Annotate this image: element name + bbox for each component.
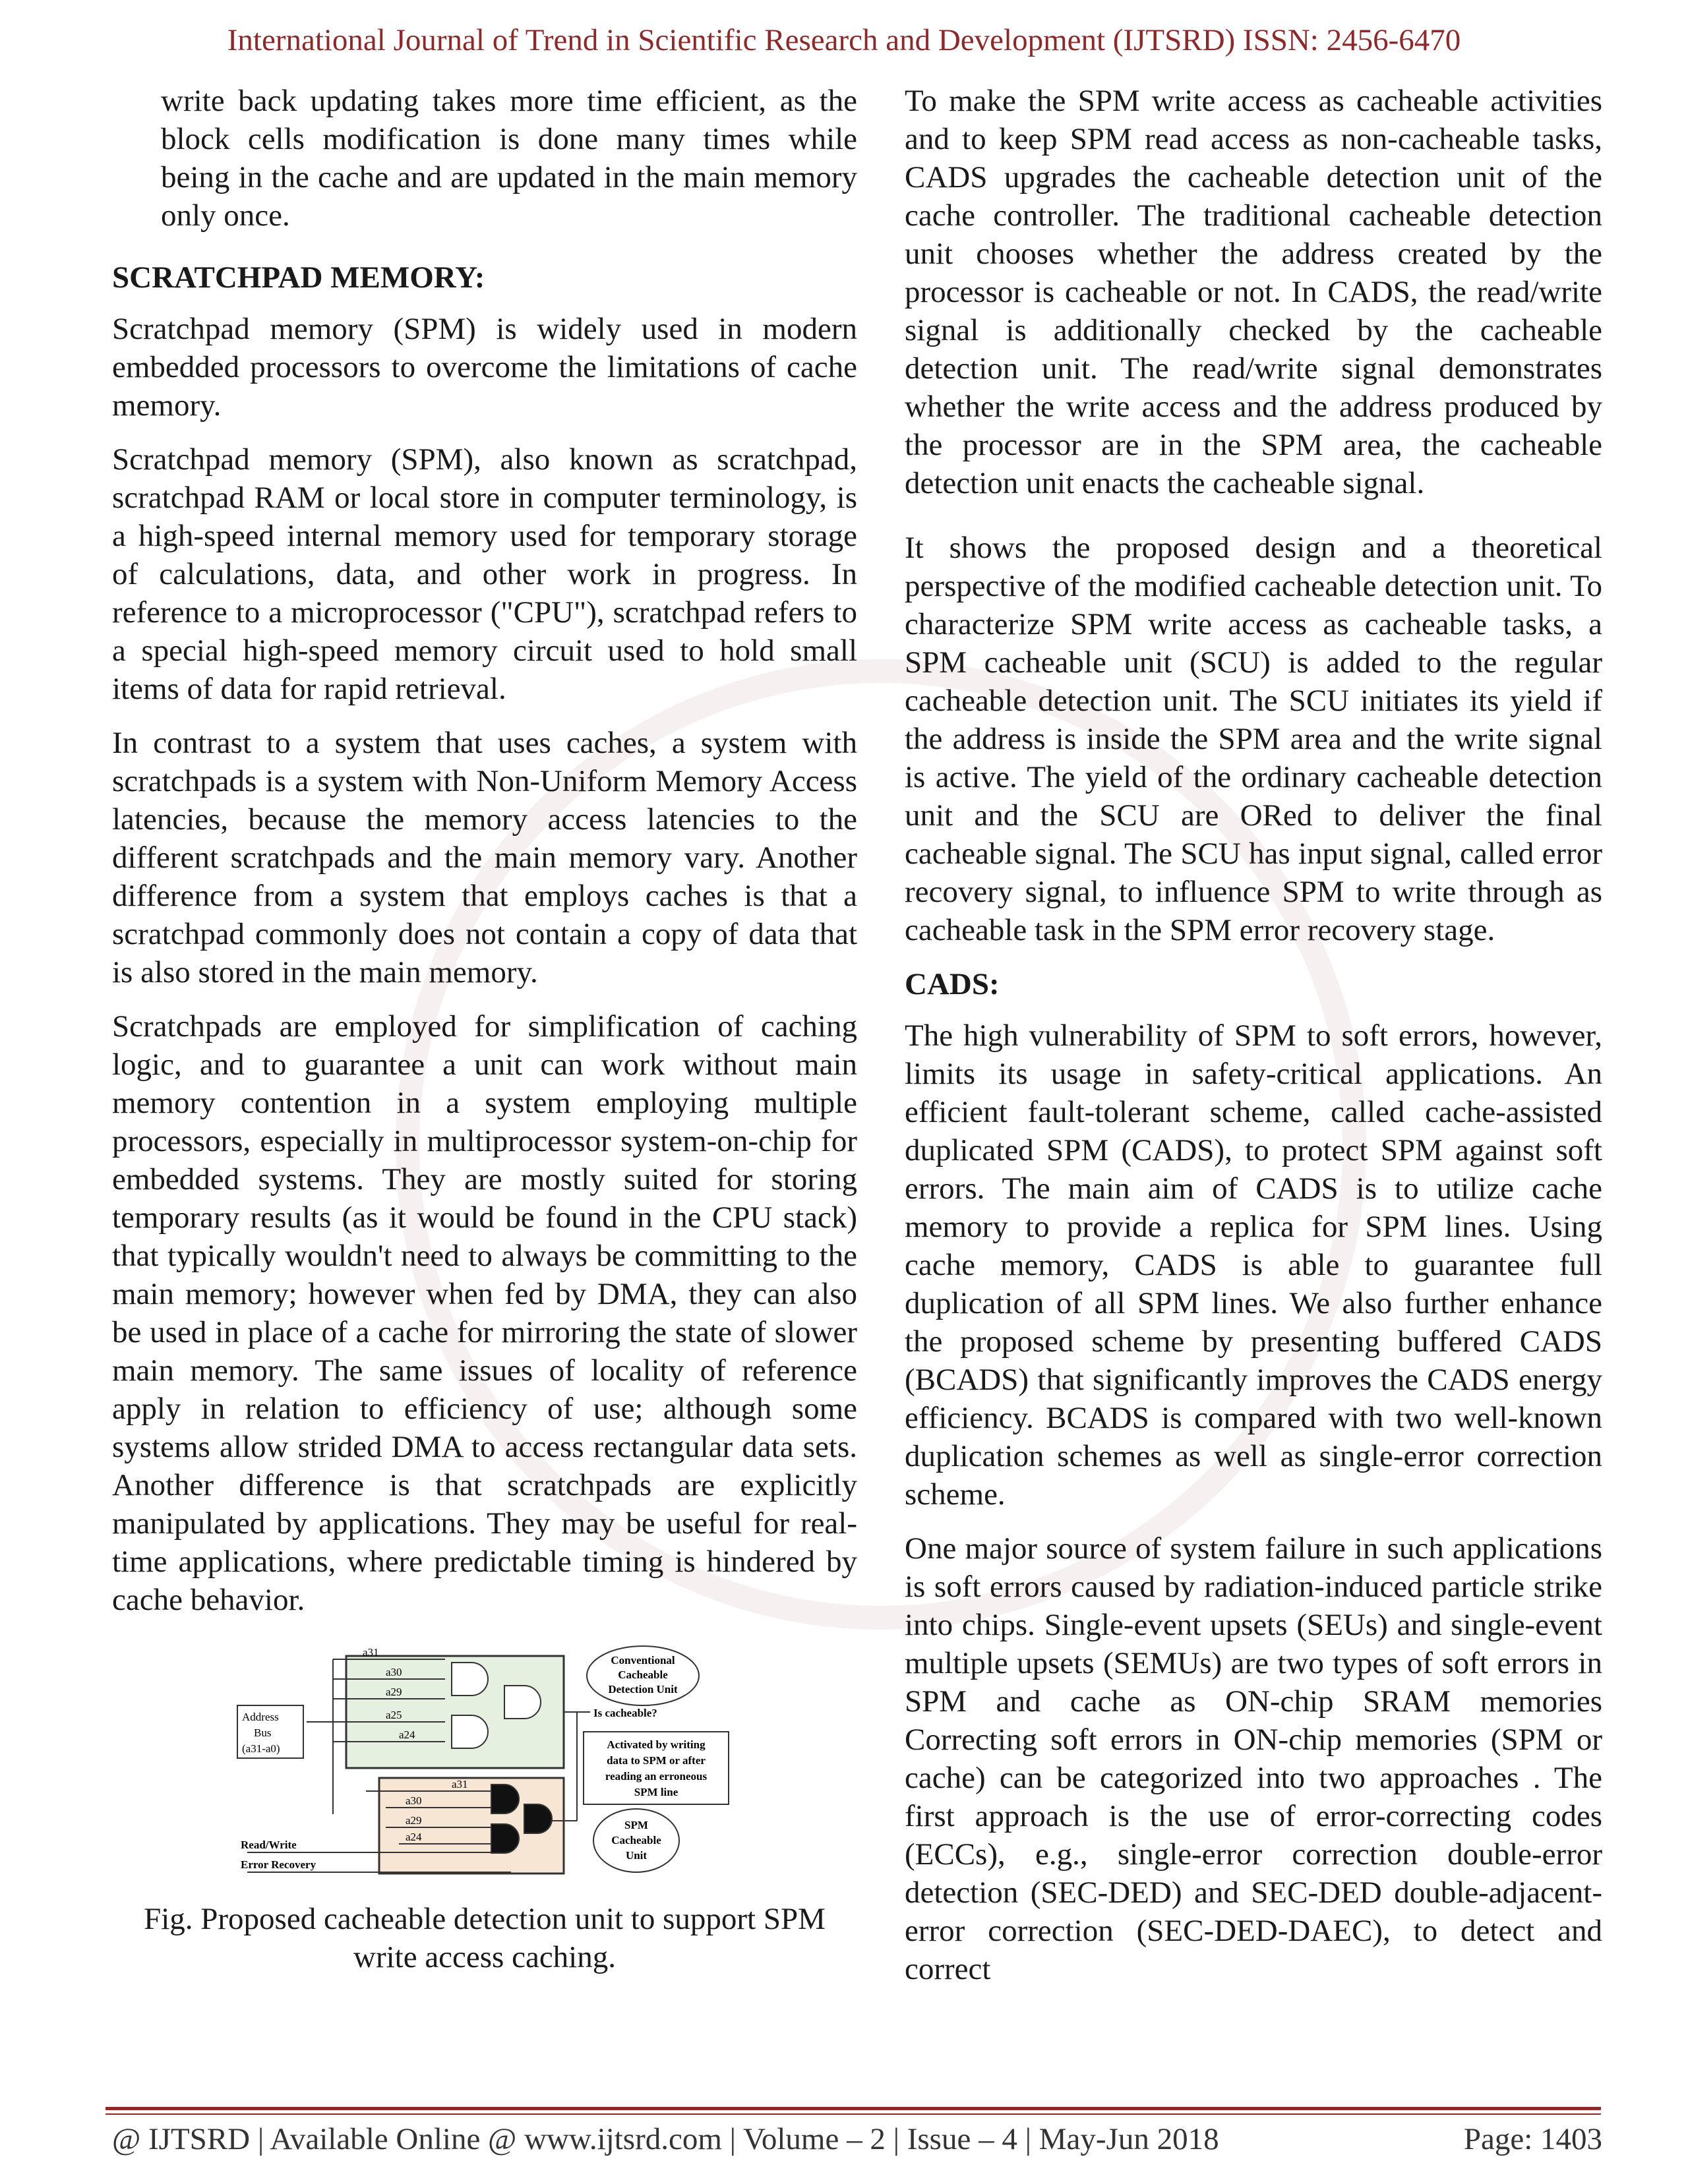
and-gate xyxy=(452,1663,488,1696)
left-column xyxy=(112,82,857,1976)
error-recovery-label: Error Recovery xyxy=(241,1858,316,1871)
spm-label: SPM xyxy=(624,1819,648,1831)
footer-rule xyxy=(106,2113,1601,2115)
figure-cacheable-detection xyxy=(112,1643,857,1976)
bit-label: a31 xyxy=(363,1646,379,1659)
right-column xyxy=(905,82,1602,2004)
and-gate xyxy=(491,1785,519,1814)
page-number: Page: 1403 xyxy=(1463,2122,1602,2156)
activation-note: reading an erroneous xyxy=(605,1770,708,1783)
bit-label: a29 xyxy=(406,1814,422,1827)
paragraph: It shows the proposed design and a theoretical perspective of the modified cacheable detection unit. To characterize SPM write access as cacheable tasks, a SPM cacheable unit (SCU) is added to the regular cacheable detection unit. The SCU initiates its yield if the address is inside the SPM area and the write signal is active. The yield of the ordinary cacheable detection unit and the SCU are ORed to deliver the final cacheable signal. The SCU has input signal, called error recovery signal, to influence SPM to write through as cacheable task in the SPM error recovery stage. xyxy=(905,531,1602,947)
address-bus-label: Bus xyxy=(254,1727,272,1739)
footer-info: @ IJTSRD | Available Online @ www.ijtsrd.com | Volume – 2 | Issue – 4 | May-Jun 2018 xyxy=(112,2122,1219,2156)
activation-note: Activated by writing xyxy=(607,1738,706,1751)
address-bus-label: Address xyxy=(242,1711,279,1723)
paragraph: One major source of system failure in such applications is soft errors caused by radiation-induced particle strike into chips. Single-event upsets (SEUs) and single-event multiple upsets (SEMUs) are two types of soft errors in SPM and cache as ON-chip SRAM memories Correcting soft errors in ON-chip memories (SPM or cache) can be categorized into two approaches . The first approach is the use of error-correcting codes (ECCs), e.g., single-error correction double-error detection (SEC-DED) and SEC-DED double-adjacent-error correction (SEC-DED-DAEC), to detect and correct xyxy=(905,1531,1602,1986)
address-bus-label: (a31-a0) xyxy=(242,1742,280,1755)
is-cacheable-label: Is cacheable? xyxy=(593,1707,657,1719)
paragraph: Scratchpad memory (SPM), also known as scratchpad, scratchpad RAM or local store in computer terminology, is a high-speed internal memory used for temporary storage of calculations, data, and other work in progress. In reference to a microprocessor ("CPU"), scratchpad refers to a special high-speed memory circuit used to hold small items of data for rapid retrieval. xyxy=(112,442,857,706)
paragraph-intro: write back updating takes more time efficient, as the block cells modification is done many times while being in the cache and are updated in the main memory only once. xyxy=(161,84,857,233)
bit-label: a31 xyxy=(452,1778,468,1790)
paragraph: In contrast to a system that uses caches, a system with scratchpads is a system with Non-Uniform Memory Access latencies, because the memory access latencies to the different scratchpads and the main memory vary. Another difference from a system that employs caches is that a scratchpad commonly does not contain a copy of data that is also stored in the main memory. xyxy=(112,726,857,989)
figure-caption: Fig. Proposed cacheable detection unit to support SPM write access caching. xyxy=(144,1902,826,1974)
section-heading-scratchpad: SCRATCHPAD MEMORY: xyxy=(112,260,485,295)
page-footer xyxy=(112,2121,1602,2157)
section-heading-cads: CADS: xyxy=(905,967,1000,1001)
bit-label: a25 xyxy=(386,1709,402,1721)
read-write-label: Read/Write xyxy=(241,1839,297,1851)
paragraph: To make the SPM write access as cacheable activities and to keep SPM read access as non-cacheable tasks, CADS upgrades the cacheable detection unit of the cache controller. The traditional cacheable detection unit chooses whether the address created by the processor is cacheable or not. In CADS, the read/write signal is additionally checked by the cacheable detection unit. The read/write signal demonstrates whether the write access and the address produced by the processor are in the SPM area, the cacheable detection unit enacts the cacheable signal. xyxy=(905,84,1602,500)
bit-label: a29 xyxy=(386,1686,402,1698)
spm-label: Unit xyxy=(625,1849,648,1862)
conventional-label: Cacheable xyxy=(618,1668,668,1681)
bit-label: a30 xyxy=(406,1794,422,1807)
footer-rule xyxy=(106,2107,1601,2110)
bit-label: a24 xyxy=(399,1728,415,1741)
paragraph: Scratchpad memory (SPM) is widely used in modern embedded processors to overcome the limitations of cache memory. xyxy=(112,312,857,423)
conventional-label: Detection Unit xyxy=(608,1683,678,1696)
circuit-diagram xyxy=(234,1643,735,1893)
journal-header: International Journal of Trend in Scientific Research and Development (IJTSRD) ISSN: 2456-6470 xyxy=(227,23,1461,57)
conventional-label: Conventional xyxy=(611,1654,675,1667)
and-gate xyxy=(524,1804,552,1833)
bit-label: a30 xyxy=(386,1666,402,1678)
and-gate xyxy=(504,1686,541,1719)
paragraph: The high vulnerability of SPM to soft errors, however, limits its usage in safety-critical applications. An efficient fault-tolerant scheme, called cache-assisted duplicated SPM (CADS), to protect SPM against soft errors. The main aim of CADS is to utilize cache memory to provide a replica for SPM lines. Using cache memory, CADS is able to guarantee full duplication of all SPM lines. We also further enhance the proposed scheme by presenting buffered CADS (BCADS) that significantly improves the CADS energy efficiency. BCADS is compared with two well-known duplication schemes as well as single-error correction scheme. xyxy=(905,1018,1602,1512)
activation-note: SPM line xyxy=(634,1786,678,1798)
paragraph: Scratchpads are employed for simplification of caching logic, and to guarantee a unit can work without main memory contention in a system employing multiple processors, especially in multiprocessor system-on-chip for embedded systems. They are mostly suited for storing temporary results (as it would be found in the CPU stack) that typically wouldn't need to always be committing to the main memory; however when fed by DMA, they can also be used in place of a cache for mirroring the state of slower main memory. The same issues of locality of reference apply in relation to efficiency of use; although some systems allow strided DMA to access rectangular data sets. Another difference is that scratchpads are explicitly manipulated by applications. They may be useful for real-time applications, where predictable timing is hindered by cache behavior. xyxy=(112,1009,857,1617)
bit-label: a24 xyxy=(406,1831,422,1843)
and-gate xyxy=(452,1715,488,1748)
spm-label: Cacheable xyxy=(611,1834,661,1846)
activation-note: data to SPM or after xyxy=(607,1754,706,1767)
and-gate xyxy=(491,1824,519,1853)
